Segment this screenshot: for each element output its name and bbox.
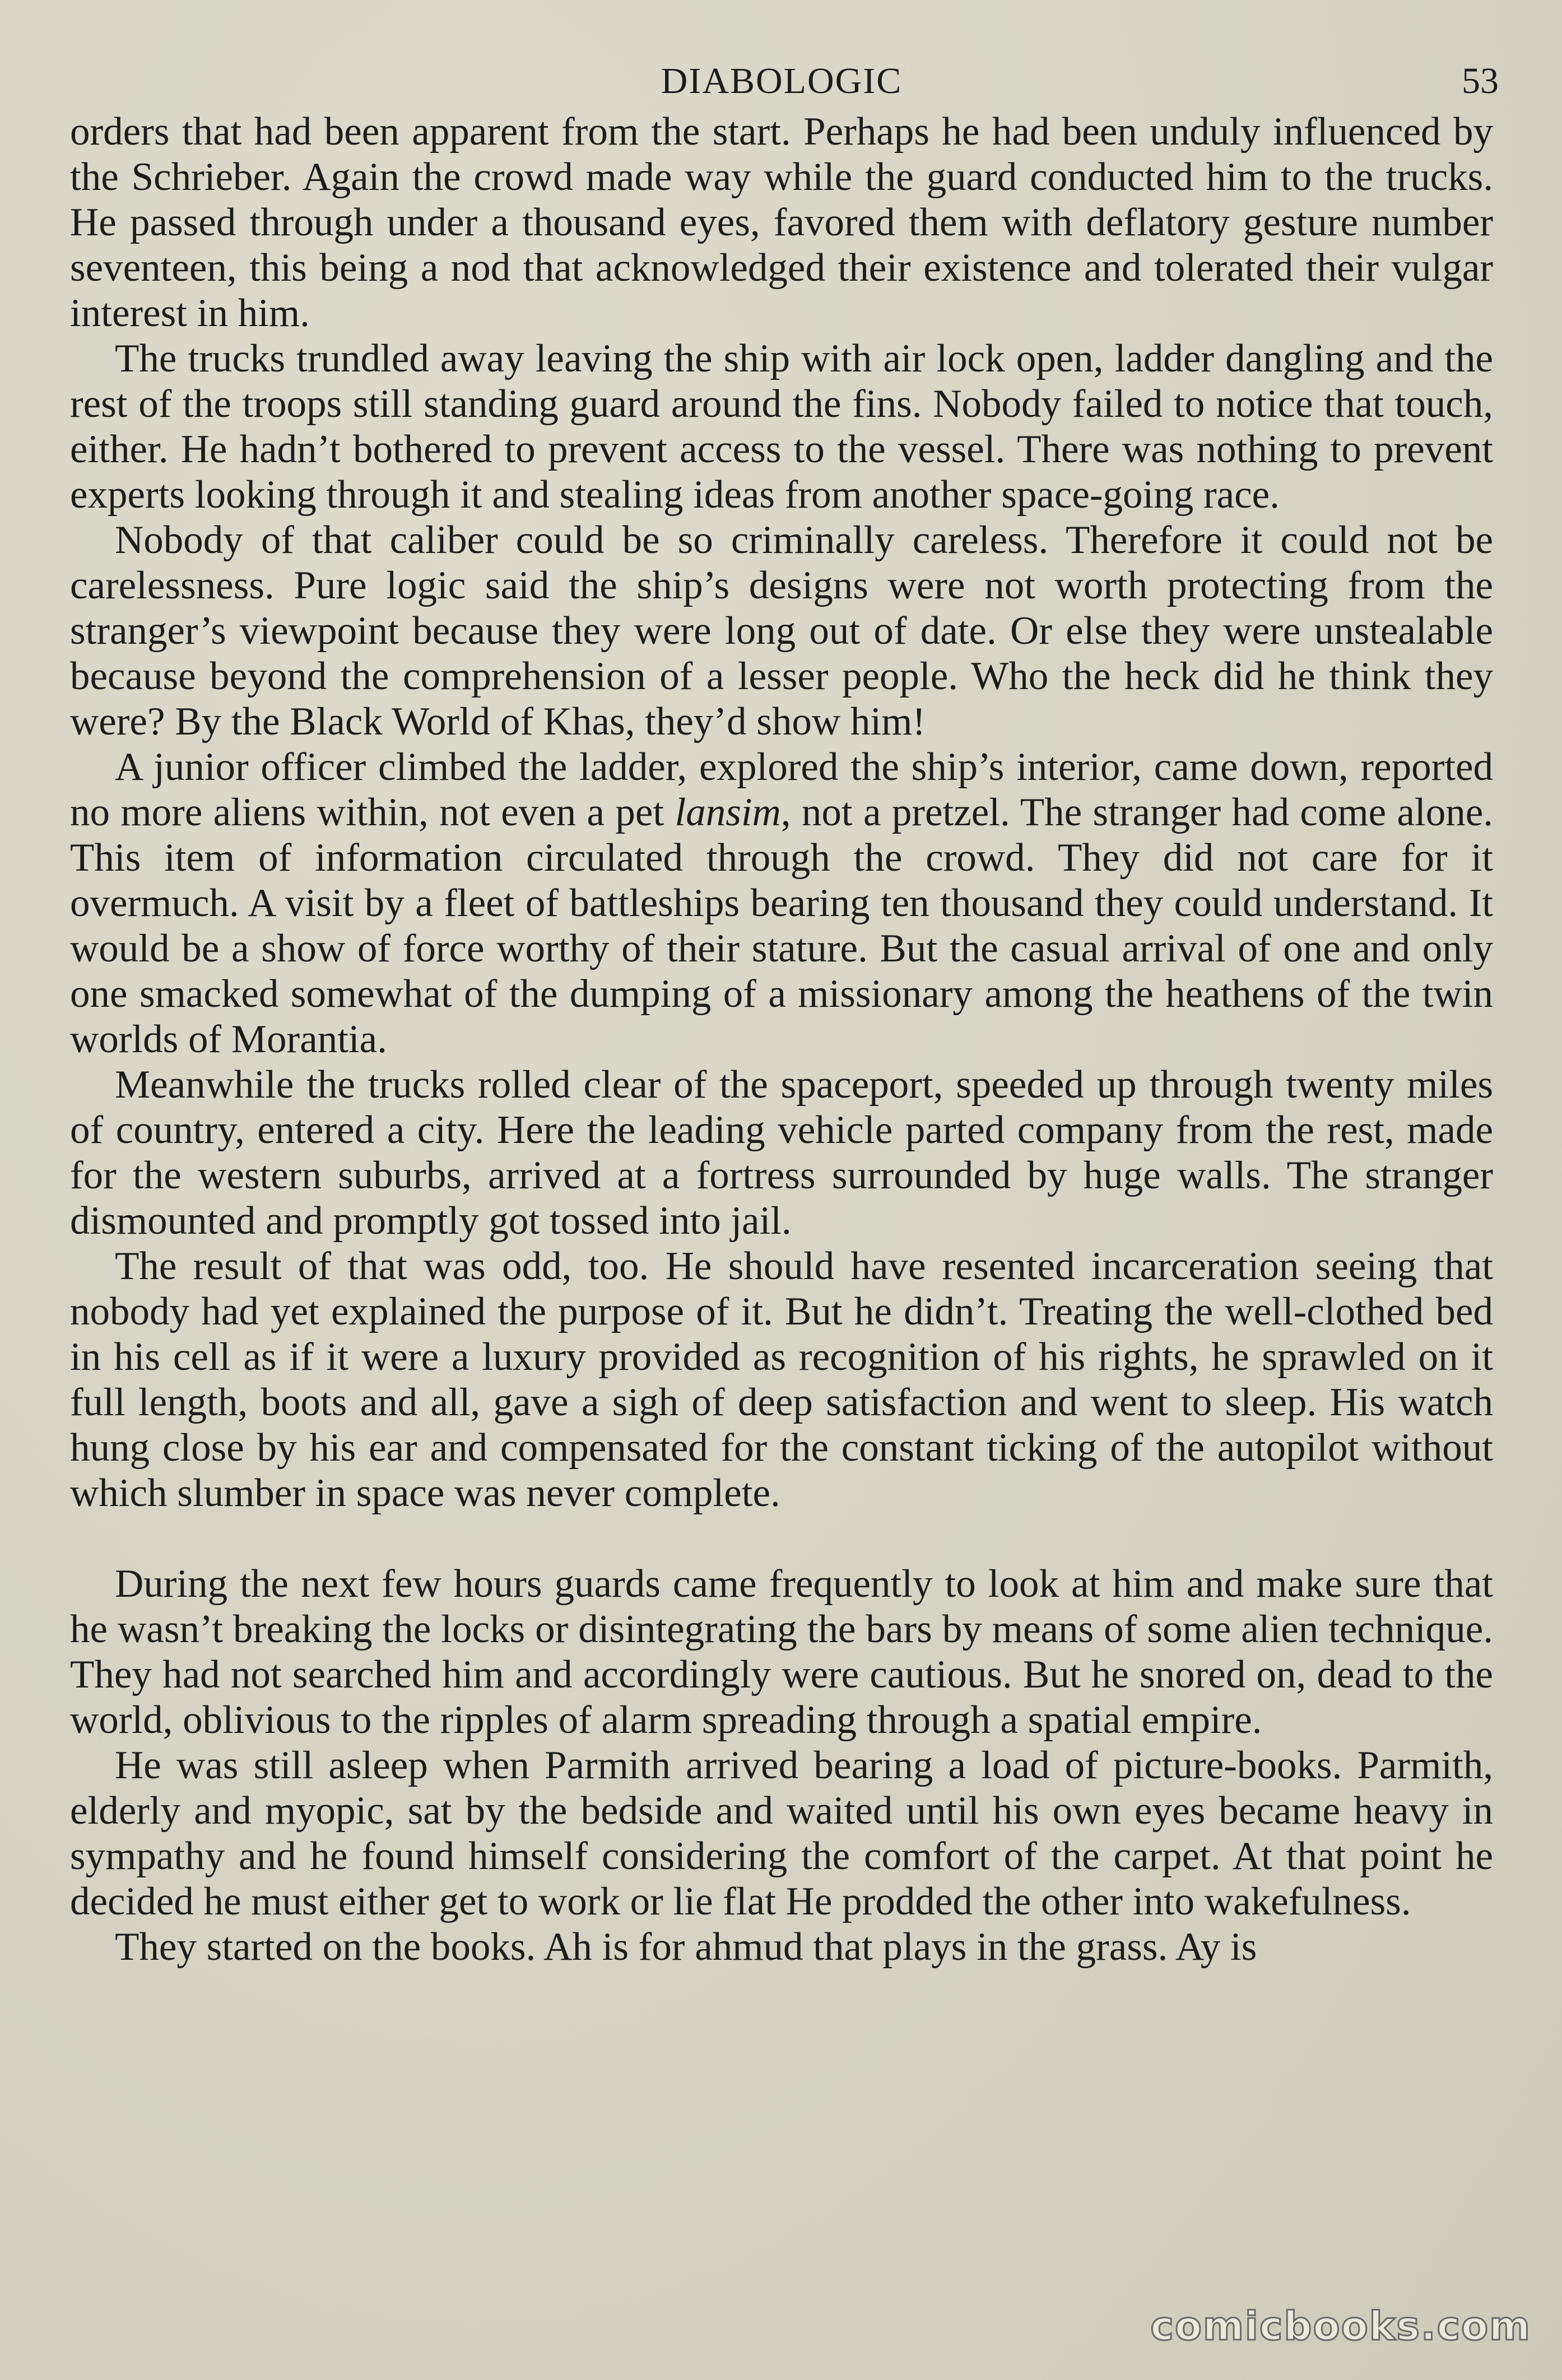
paragraph-7: During the next few hours guards came frequently to look at him and make sure that he wasn’t breaking the locks or disintegrating the bars by means of some alien technique. They had not searched him and accordingly were cautious. But he snored on, dead to the world, oblivious to the ripples of alarm spreading through a spatial empire. — [70, 1562, 1493, 1742]
running-title: DIABOLOGIC — [661, 61, 903, 101]
paragraph-4: A junior officer climbed the ladder, explored the ship’s interior, came down, reported no more aliens within, not even a pet lansim, not a pretzel. The stranger had come alone. This item of information circulated through the crowd. They did not care for it overmuch. A visit by a fleet of battleships bearing ten thousand they could understand. It would be a show of force worthy of their stature. But the casual arrival of one and only one smacked somewhat of the dumping of a missionary among the heathens of the twin worlds of Morantia. — [70, 745, 1493, 1061]
book-page — [70, 53, 1499, 2350]
page-number: 53 — [1462, 61, 1499, 101]
paragraph-6: The result of that was odd, too. He should have resented incarceration seeing that nobody had yet explained the purpose of it. But he didn’t. Treating the well-clothed bed in his cell as if it were a luxury provided as recognition of his rights, he sprawled on it full length, boots and all, gave a sigh of deep satisfaction and went to sleep. His watch hung close by his ear and compensated for the constant ticking of the autopilot without which slumber in space was never complete. — [70, 1244, 1493, 1515]
paragraph-5: Meanwhile the trucks rolled clear of the spaceport, speeded up through twenty miles of country, entered a city. Here the leading vehicle parted company from the rest, made for the western suburbs, arrived at a fortress surrounded by huge walls. The stranger dismounted and promptly got tossed into jail. — [70, 1063, 1493, 1243]
section-break — [70, 1516, 1493, 1561]
paragraph-1: orders that had been apparent from the start. Perhaps he had been unduly influenced by the Schrieber. Again the crowd made way while the guard conducted him to the trucks. He passed through under a thousand eyes, favored them with deflatory gesture number seventeen, this being a nod that acknowledged their existence and tolerated their vulgar interest in him. — [70, 110, 1493, 335]
body-text — [70, 109, 1493, 1970]
paragraph-3: Nobody of that caliber could be so criminally careless. Therefore it could not be carelessness. Pure logic said the ship’s designs were not worth protecting from the stranger’s viewpoint because they were long out of date. Or else they were unstealable because beyond the comprehension of a lesser people. Who the heck did he think they were? By the Black World of Khas, they’d show him! — [70, 518, 1493, 743]
paragraph-9: They started on the books. Ah is for ahmud that plays in the grass. Ay is — [115, 1925, 1257, 1969]
paragraph-2: The trucks trundled away leaving the ship with air lock open, ladder dangling and the rest of the troops still standing guard around the fins. Nobody failed to notice that touch, either. He hadn’t bothered to prevent access to the vessel. There was nothing to prevent experts looking through it and stealing ideas from another space-going race. — [70, 337, 1493, 517]
italic-term: lansim — [675, 791, 781, 834]
watermark-logo: comicbooks.com — [1150, 2303, 1531, 2349]
running-head — [70, 53, 1499, 109]
paragraph-8: He was still asleep when Parmith arrived bearing a load of picture-books. Parmith, elderly and myopic, sat by the bedside and waited until his own eyes became heavy in sympathy and he found himself considering the comfort of the carpet. At that point he decided he must either get to work or lie flat He prodded the other into wakefulness. — [70, 1744, 1493, 1923]
